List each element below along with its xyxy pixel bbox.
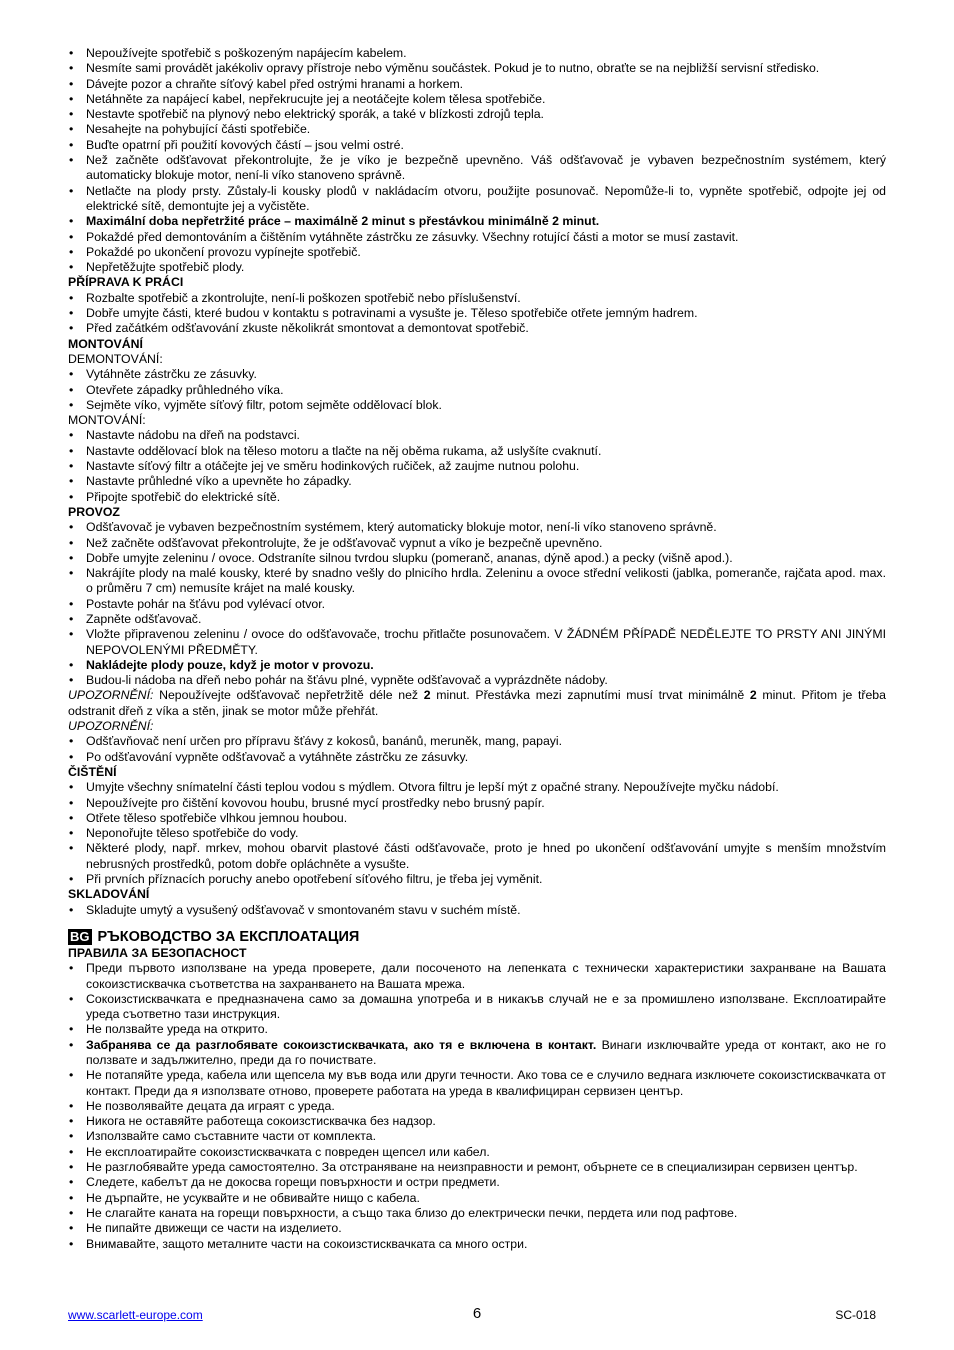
skladovani-list — [68, 903, 886, 918]
text-run: Vytáhněte zástrčku ze zásuvky. — [86, 367, 257, 382]
text-run: Zapněte odšťavovač. — [86, 611, 202, 626]
text-run: Otevřete západky průhledného víka. — [86, 382, 284, 397]
list-item — [68, 1099, 886, 1114]
manual-page-content — [68, 46, 886, 1252]
text-run: Skladujte umytý a vysušený odšťavovač v smontovaném stavu v suchém místě. — [86, 902, 521, 917]
text-run: Nepoužívejte spotřebič s poškozeným napájecím kabelem. — [86, 46, 407, 60]
list-item — [68, 1022, 886, 1037]
text-run: Pokaždé po ukončení provozu vypínejte spotřebič. — [86, 244, 361, 259]
section-heading-bg-safety: ПРАВИЛА ЗА БЕЗОПАСНОСТ — [68, 945, 247, 960]
text-run: Vložte připravenou zeleninu / ovoce do odšťavovače, trochu přitlačte posunovačem. V ŽÁDNÉM PŘÍPADĚ NEDĚLEJTE TO PRSTY ANI JINÝMI NEPOVOLENÝMI PŘEDMĚTY. — [86, 627, 886, 657]
list-item — [68, 321, 886, 336]
text-run: Следете, кабелът да не докосва горещи повърхности и остри предмети. — [86, 1175, 500, 1190]
bold-text: 2 — [749, 688, 757, 703]
provoz-list — [68, 520, 886, 688]
text-run: Nastavte oddělovací blok na těleso motoru a tlačte na něj oběma rukama, až uslyšíte cvaknutí. — [86, 443, 602, 458]
text-run: Při prvních příznacích poruchy anebo opotřebení síťového filtru, je třeba jej vyměnit. — [86, 872, 543, 887]
list-item — [68, 77, 886, 92]
text-run: Сокоизстисквачката е предназначена само за домашна употреба и в никакъв случай не е за промишлено използване. Експлоатирайте уреда съответно тази инструкция. — [86, 991, 886, 1022]
text-run: Než začněte odšťavovat překontrolujte, že je odšťavovač vypnut a víko je bezpečně upevněno. — [86, 535, 603, 550]
text-run: Dávejte pozor a chraňte síťový kabel před ostrými hranami a horkem. — [86, 76, 464, 91]
list-item — [68, 61, 886, 76]
demontovani-label: DEMONTOVÁNÍ: — [68, 351, 163, 366]
bg-manual-title: РЪКОВОДСТВО ЗА ЕКСПЛОАТАЦИЯ — [97, 928, 360, 945]
list-item — [68, 1114, 886, 1129]
list-item — [68, 184, 886, 215]
text-run: minut. Přitom je třeba odstranit dřeň z víka a stěn, jinak se motor může přehřát. — [68, 688, 886, 718]
text-run: Po odšťavování vypněte odšťavovač a vytáhněte zástrčku ze zásuvky. — [86, 749, 469, 764]
text-run: Не експлоатирайте сокоизстисквачката с повреден щепсел или кабел. — [86, 1144, 490, 1159]
list-item — [68, 1237, 886, 1252]
text-run: Nestavte spotřebič na plynový nebo elektrický sporák, a také v blízkosti zdrojů tepla. — [86, 107, 544, 122]
text-run: Nakrájíte plody na malé kousky, které by snadno vešly do plnicího hrdla. Zeleninu a ovoce střední velikosti (jablka, pomeranče, rajčata apod. max. o průměru 7 cm) nemusíte krájet na malé kousky. — [86, 566, 886, 596]
text-run: Не потапяйте уреда, кабела или щепсела му във вода или други течности. Ако това се е случило веднага изключете сокоизстисквачката от контакт. Преди да я използвате отново, проверете работата на уреда в квалифициран сервизен център. — [86, 1068, 886, 1098]
text-run: Umyjte všechny snímatelní části teplou vodou s mýdlem. Otvora filtru je lepší mýt z opačné strany. Nepoužívejte myčku nádobí. — [86, 780, 779, 795]
text-run: Sejměte víko, vyjměte síťový filtr, potom sejměte oddělovací blok. — [86, 397, 442, 412]
section-heading-cisteni: ČIŠTĚNÍ — [68, 764, 117, 779]
page-number: 6 — [472, 1305, 482, 1322]
warning-label: UPOZORNĚNÍ: — [68, 719, 154, 734]
list-item — [68, 903, 886, 918]
list-item — [68, 122, 886, 137]
list-item — [68, 306, 886, 321]
list-item — [68, 367, 886, 382]
list-item — [68, 734, 886, 749]
list-item — [68, 1160, 886, 1175]
list-item — [68, 658, 886, 673]
text-run: minut. Přestávka mezi zapnutími musí trvat minimálně — [430, 688, 750, 703]
text-run: Nepoužívejte odšťavovač nepřetržitě déle než — [153, 688, 424, 703]
montovani-list — [68, 428, 886, 504]
text-run: Nastavte průhledné víko a upevněte ho západky. — [86, 474, 352, 489]
text-run: Не ползвайте уреда на открито. — [86, 1022, 268, 1037]
montovani-label: MONTOVÁNÍ: — [68, 413, 146, 428]
section-heading-montovani: MONTOVÁNÍ — [68, 336, 143, 351]
list-item — [68, 551, 886, 566]
text-run: Před začátkém odšťavování zkuste několikrát smontovat a demontovat spotřebič. — [86, 321, 529, 336]
text-run: Никога не оставяйте работеща сокоизстисквачка без надзор. — [86, 1114, 436, 1129]
list-item — [68, 245, 886, 260]
bg-section-title — [68, 928, 886, 946]
text-run: Не дърпайте, не усуквайте и не обвивайте нищо с кабела. — [86, 1190, 420, 1205]
list-item — [68, 459, 886, 474]
list-item — [68, 444, 886, 459]
text-run: Не слагайте каната на горещи повърхности, а също така близо до електрически печки, пердета или под рафтове. — [86, 1205, 738, 1220]
italic-text: UPOZORNĚNÍ: — [68, 688, 154, 703]
bold-text: Nakládejte plody pouze, když je motor v provozu. — [86, 657, 374, 672]
text-run: Netáhněte za napájecí kabel, nepřekrucujte jej a neotáčejte kolem tělesa spotřebiče. — [86, 91, 546, 106]
list-item — [68, 214, 886, 229]
text-run: Nastavte síťový filtr a otáčejte jej ve směru hodinkových ručiček, až zaujme nutnou polohu. — [86, 459, 580, 474]
demontovani-list — [68, 367, 886, 413]
list-item — [68, 490, 886, 505]
list-item — [68, 796, 886, 811]
list-item — [68, 1221, 886, 1236]
model-number: SC-018 — [835, 1308, 876, 1322]
text-run: Netlačte na plody prsty. Zůstaly-li kousky plodů v nakládacím otvoru, použijte posunovač. Nepomůže-li to, vypněte spotřebič, odpojte jej od elektrické sítě, demontujte jej a vyčistěte. — [86, 183, 886, 213]
list-item — [68, 153, 886, 184]
text-run: Не разглобявайте уреда самостоятелно. За отстраняване на неизправности и ремонт, обърнете се в специализиран сервизен център. — [86, 1160, 858, 1175]
list-item — [68, 961, 886, 992]
list-item — [68, 841, 886, 872]
list-item — [68, 750, 886, 765]
text-run: Dobře umyjte části, které budou v kontaktu s potravinami a vysušte je. Těleso spotřebiče otřete jemným hadrem. — [86, 306, 698, 321]
list-item — [68, 566, 886, 597]
list-item — [68, 1038, 886, 1069]
text-run: Některé plody, např. mrkev, mohou obarvit plastové části odšťavovače, proto je hned po ukončení odšťavování umyjte s menším množstvím nebrusných prostředků, potom dobře opláchněte a vysušte. — [86, 841, 886, 871]
text-run: Винаги изключвайте уреда от контакт, ако не го ползвате и задължително, преди да го почиствате. — [86, 1037, 887, 1067]
text-run: Pokaždé před demontováním a čištěním vytáhněte zástrčku ze zásuvky. Všechny rotující části a motor se musí zastavit. — [86, 229, 739, 244]
text-run: Rozbalte spotřebič a zkontrolujte, není-li poškozen spotřebič nebo příslušenství. — [86, 290, 521, 305]
list-item — [68, 46, 886, 61]
text-run: Nepřetěžujte spotřebič plody. — [86, 260, 245, 275]
text-run: Nesmíte sami provádět jakékoliv opravy přístroje nebo výměnu součástek. Pokud je to nutno, obraťte se na nejbližší servisní středisko. — [86, 61, 820, 76]
list-item — [68, 811, 886, 826]
cz-safety-list — [68, 46, 886, 275]
list-item — [68, 1191, 886, 1206]
text-run: Odšťavňovač není určen pro přípravu šťávy z kokosů, banánů, meruněk, mang, papayi. — [86, 734, 563, 749]
text-run: Otřete těleso spotřebiče vlhkou jemnou houbou. — [86, 810, 348, 825]
list-item — [68, 230, 886, 245]
cisteni-list — [68, 780, 886, 887]
text-run: Postavte pohár na šťávu pod vylévací otvor. — [86, 596, 326, 611]
text-run: Преди първото използване на уреда проверете, дали посоченото на лепенката с технически характеристики захранване на Вашата сокоизстисквачка съответства на захранването на Вашата мрежа. — [86, 961, 886, 991]
list-item — [68, 1129, 886, 1144]
text-run: Nesahejte na pohybující části spotřebiče. — [86, 122, 311, 137]
list-item — [68, 107, 886, 122]
website-link[interactable]: www.scarlett-europe.com — [68, 1308, 203, 1322]
list-item — [68, 92, 886, 107]
bg-safety-list — [68, 961, 886, 1252]
list-item — [68, 474, 886, 489]
list-item — [68, 398, 886, 413]
bold-text: Maximální doba nepřetržité práce – maximálně 2 minut s přestávkou minimálně 2 minut. — [86, 214, 600, 229]
list-item — [68, 872, 886, 887]
text-run: Než začněte odšťavovat překontrolujte, že je víko je bezpečně upevněno. Váš odšťavovač je vybaven bezpečnostním systémem, který automaticky blokuje motor, není-li víko stanoveno správně. — [86, 153, 886, 183]
text-run: Dobře umyjte zeleninu / ovoce. Odstraníte silnou tvrdou slupku (pomeranč, ananas, dýně apod.) a pecky (višně apod.). — [86, 550, 733, 565]
list-item — [68, 260, 886, 275]
list-item — [68, 1175, 886, 1190]
text-run: Připojte spotřebič do elektrické sítě. — [86, 489, 281, 504]
bold-text: Забранява се да разглобявате сокоизстисквачката, ако тя е включена в контакт. — [86, 1037, 597, 1052]
list-item — [68, 780, 886, 795]
list-item — [68, 1068, 886, 1099]
list-item — [68, 612, 886, 627]
list-item — [68, 520, 886, 535]
list-item — [68, 383, 886, 398]
list-item — [68, 627, 886, 658]
list-item — [68, 138, 886, 153]
text-run: Neponořujte těleso spotřebiče do vody. — [86, 826, 299, 841]
bold-text: 2 — [423, 688, 431, 703]
warning-list — [68, 734, 886, 765]
section-heading-skladovani: SKLADOVÁNÍ — [68, 887, 150, 902]
text-run: Odšťavovač je vybaven bezpečnostním systémem, který automaticky blokuje motor, není-li víko stanoveno správně. — [86, 520, 717, 535]
list-item — [68, 826, 886, 841]
list-item — [68, 536, 886, 551]
list-item — [68, 597, 886, 612]
section-heading-priprava: PŘÍPRAVA K PRÁCI — [68, 275, 184, 290]
list-item — [68, 673, 886, 688]
text-run: Не пипайте движещи се части на изделието. — [86, 1221, 342, 1236]
text-run: Buďte opatrní při použití kovových částí – jsou velmi ostré. — [86, 137, 404, 152]
text-run: Budou-li nádoba na dřeň nebo pohár na šťávu plné, vypněte odšťavovač a vyprázdněte nádoby. — [86, 673, 608, 688]
list-item — [68, 1145, 886, 1160]
section-heading-provoz: PROVOZ — [68, 504, 120, 519]
page-footer — [68, 1305, 886, 1325]
list-item — [68, 291, 886, 306]
text-run: Nepoužívejte pro čištění kovovou houbu, brusné mycí prostředky nebo brusný papír. — [86, 795, 545, 810]
text-run: Nastavte nádobu na dřeň na podstavci. — [86, 428, 300, 443]
text-run: Използвайте само съставните части от комплекта. — [86, 1129, 377, 1144]
list-item — [68, 992, 886, 1023]
text-run: Внимавайте, защото металните части на сокоизстисквачката са много остри. — [86, 1236, 528, 1251]
priprava-list — [68, 291, 886, 337]
language-badge: BG — [70, 928, 90, 944]
warning-paragraph — [68, 688, 886, 719]
list-item — [68, 428, 886, 443]
list-item — [68, 1206, 886, 1221]
text-run: Не позволявайте децата да играят с уреда. — [86, 1098, 335, 1113]
